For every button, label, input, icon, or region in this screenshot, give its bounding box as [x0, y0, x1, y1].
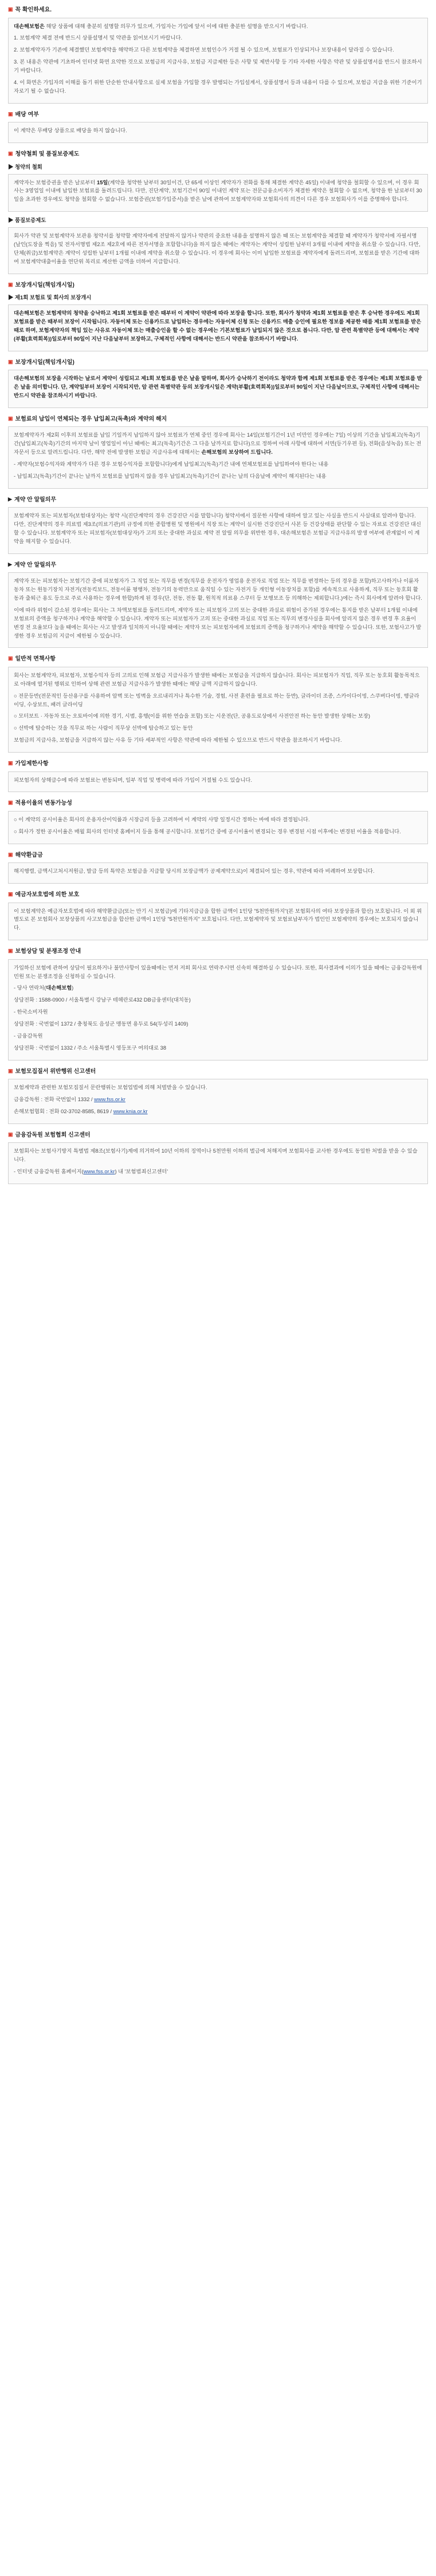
section-contract-invalid [8, 496, 428, 554]
paragraph: ○ 회사가 정한 공시이율은 매월 회사의 인터넷 홈페이지 등을 통해 공시합니다. 보험기간 중에 공시이율이 변경되는 경우 변경된 시점 이후에는 변경된 이율을 적용합니다. [14, 828, 401, 834]
content-box [8, 811, 428, 844]
section-dispute-resolution [8, 947, 428, 1061]
paragraph: 대손해보험은 해당 상품에 대해 충분히 설명할 의무가 있으며, 가입자는 가입에 앞서 이에 대한 충분한 설명을 받으시기 바랍니다. [14, 23, 308, 29]
paragraph: 보험계약과 관련한 보험모집질서 문란행위는 보험업법에 의해 처벌받을 수 있습니다. [14, 1085, 207, 1091]
section-heading [8, 281, 428, 290]
section-title: 적용이율의 변동가능성 [15, 800, 72, 807]
subsection-box [8, 227, 428, 274]
section-title: 배당 여부 [15, 111, 39, 118]
document-page [0, 0, 436, 1202]
paragraph: 보험금의 지급사유, 보험금을 지급하지 않는 사유 등 기타 세부적인 사항은 약관에 따라 제한될 수 있으므로 반드시 약관을 참조하시기 바랍니다. [14, 737, 342, 743]
paragraph: 이에 따라 위험이 감소된 경우에는 회사는 그 차액보험료를 돌려드리며, 계약자 또는 피보험자 고의 또는 중대한 과실로 위험이 증가된 경우에는 통지를 받은 날부터 1개월 이내에 보험료의 증액을 청구하거나 계약을 해약할 수 있습니다. 계약자 또는 피보험자가 고의 또는 중대한 과실로 직업 또는 직무의 변경사실을 회사에 알리지 않은 경우 변경 후 요율이 변경 전 요율보다 높을 때에는 회사는 사고 발생과 일치하지 아니할 때에는 계약자 또는 피보험자에게 보험료의 증액을 청구하거나 계약을 해약할 수 있습니다. 또한, 보험사고가 발생한 경우 보험금의 지급이 제한될 수 있습니다. [14, 607, 422, 639]
paragraph: - 납입최고(독촉)기간이 끝나는 날까지 보험료를 납입하지 않을 경우 납입최고(독촉)기간이 끝나는 날의 다음날에 계약이 해지된다는 내용 [14, 473, 327, 479]
content-box [8, 1079, 428, 1124]
section-title: 가입제한사항 [15, 761, 49, 767]
section-body [8, 811, 428, 844]
paragraph: - 한국소비자원 [14, 1009, 48, 1015]
content-box [8, 667, 428, 753]
section-title: 계약 안 알릴의무 [14, 496, 57, 503]
section-title: 보험모집질서 위반행위 신고센터 [15, 1068, 96, 1075]
content-box [8, 771, 428, 793]
section-body [8, 667, 428, 753]
section-cancellation-rights [8, 150, 428, 274]
external-link[interactable]: www.fss.or.kr [94, 1097, 125, 1103]
content-box [8, 862, 428, 884]
section-heading [8, 759, 428, 769]
section-title: 청약철회 및 품질보증제도 [15, 151, 80, 157]
section-premium-change [8, 799, 428, 844]
square-bullet-icon: ▣ [8, 281, 13, 287]
section-heading [8, 947, 428, 956]
square-bullet-icon: ▣ [8, 891, 13, 897]
section-heading [8, 1131, 428, 1140]
section-contract-cancellation [8, 561, 428, 648]
section-contract-terms [8, 655, 428, 753]
section-duplicate-coverage [8, 891, 428, 940]
content-box [8, 122, 428, 143]
section-heading [8, 358, 428, 367]
content-box [8, 959, 428, 1061]
section-registration-number [8, 1067, 428, 1124]
section-body [8, 1079, 428, 1124]
paragraph: 금융감독원 : 전화 국번없이 1332 / www.fss.or.kr [14, 1097, 125, 1103]
paragraph: 해지행렬, 금액시고처시저원금, 발급 등의 특약은 보험금을 지급할 당시의 보장금액가 공제계약으로)이 체결되어 있는 경우, 약관에 따라 비례하여 보상합니다. [14, 868, 375, 875]
paragraph: ○ 전문등반(전문적인 등산용구를 사용하여 암벽 또는 빙벽을 오르내리거나 특수한 기술, 경험, 사전 훈련을 필요로 하는 등반), 글라이더 조종, 스카이다이빙, 스쿠버다이빙, 행글라이딩, 수상보트, 패러 글라이딩 [14, 693, 419, 707]
subsection-box [8, 304, 428, 351]
paragraph: - 당사 연락처(대손해보험) [14, 985, 74, 991]
section-body [8, 1142, 428, 1184]
paragraph: 3. 본 내용은 약관에 기초하여 인터넷 화면 요약한 것으로 보험금의 지급사유, 보험금 지급제한 등은 사항 및 제반사항 등 기타 자세한 사항은 약관 및 상품설명서를 반드시 참조하시기 바랍니다. [14, 59, 422, 73]
paragraph: 대손해보험은 보험계약의 청약을 승낙하고 제1회 보험료를 받은 때부터 이 계약이 약관에 따라 보장을 합니다. 또한, 회사가 청약과 제1회 보험료를 받은 후 승낙한 경우에도 제1회 보험료를 받은 때부터 보장이 시작됩니다. 자동이체 또는 신용카드로 납입하는 경우에는 자동이체 신청 또는 신용카드 매출 승인에 필요한 정보를 제공한 때를 제1회 보험료를 받은 때로 하며, 보험계약자의 책임 있는 사유로 자동이체 또는 매출승인을 할 수 없는 경우에는 기본보험료가 납입되지 않은 것으로 봅니다. 다만, 암 관련 특별약관 등에 대해서는 계약(부활(효력회복))일로부터 90일이 지난 다음날부터 보장하고, 구체적인 사항에 대해서는 반드시 약관을 참조하시기 바랍니다. [14, 310, 422, 342]
paragraph: 4. 이 화면은 가입자의 이해를 돕기 위한 단순한 안내사항으로 실제 보험을 가입할 경우 발행되는 가입설계서, 상품설명서 등과 내용이 다를 수 있으며, 보험금 지급을 위한 기준이기자로기 될 수 없습니다. [14, 79, 422, 94]
section-title: 꼭 확인하세요. [15, 7, 52, 13]
subsection-title: ▶ 제1회 보험료 및 회사의 보장개시 [8, 294, 92, 301]
paragraph: 2. 보험계약자가 기존에 체결했던 보험계약을 해약하고 다른 보험계약을 체결하면 보험인수가 거절 될 수 있으며, 보험료가 인상되거나 보장내용이 달라질 수 있습니다. [14, 47, 394, 53]
section-surrender-value [8, 851, 428, 884]
paragraph: 상담전화 : 국번없이 1332 / 주소 서울특별시 영등포구 여의대로 38 [14, 1044, 166, 1051]
section-body [8, 507, 428, 554]
paragraph: 보험회사는 보험사기방지 특별법 제8조(보험사기)계에 의거하여 10년 이하의 징역이나 5천만원 이하의 벌금에 처해지며 보험회사를 교사한 경우에도 동일한 처벌을 받을 수 있습니다. [14, 1148, 418, 1163]
square-bullet-icon: ▣ [8, 110, 13, 117]
paragraph: 가입하신 보험에 관하여 상담이 필요하거나 불만사항이 있을때에는 먼저 저희 회사로 연락주시면 신속히 해결하실 수 있습니다. 또한, 회사결과에 이의가 있을 때에는 금융감독원에 민원 또는 분쟁조정을 신청하실 수 있습니다. [14, 964, 422, 979]
square-bullet-icon: ▣ [8, 1067, 13, 1074]
square-bullet-icon: ▣ [8, 948, 13, 954]
section-title: 해약환급금 [15, 852, 43, 858]
section-coverage-start [8, 358, 428, 408]
section-financial-consumer [8, 1131, 428, 1184]
section-heading [8, 496, 428, 505]
content-box [8, 572, 428, 648]
content-box [8, 507, 428, 554]
paragraph: 피보험자의 상해급수에 따라 보험료는 변동되며, 일부 직업 및 병력에 따라 가입이 거절될 수도 있습니다. [14, 777, 252, 783]
square-bullet-icon: ▣ [8, 800, 13, 806]
section-title: 일반적 면책사항 [15, 656, 56, 663]
section-body [8, 426, 428, 488]
section-body [8, 572, 428, 648]
sections-container [8, 6, 428, 1184]
paragraph: ○ 모터보트 · 자동차 또는 오토바이에 의한 경기, 시범, 흥행(이를 위한 연습을 포함) 또는 시운전(단, 공용도로상에서 사전안전 하는 동안 발생한 상해는 보장) [14, 713, 370, 719]
paragraph: - 계약자(보험수익자와 계약자가 다른 경우 보험수익자를 포함합니다)에게 납입최고(독촉)기간 내에 연체보험료를 납입하여야 한다는 내용 [14, 461, 329, 468]
paragraph: 보험계약자 또는 피보험자(보험대상자)는 청약 시(진단계약의 경우 건강진단 시를 말합니다) 청약서에서 질문한 사항에 대하여 알고 있는 사실을 반드시 사실대로 알려야 합니다. 다만, 진단계약의 경우 의료법 제3조(의료기관)의 규정에 의한 종합병원 및 병원에서 직장 또는 계약이 실시한 건강진단서 사본 등 건강상태를 판단할 수 있는 자료로 건강진단 대신할 수 있습니다. 보험계약자 또는 피보험자(보험대상자)가 고의 또는 중대한 과실로 계약 전 알릴 의무를 위반한 경우, 대손해보험은 보험금 지급사유의 발생 여부에 관계없이 이 계약을 해지할 수 있습니다. [14, 513, 421, 544]
section-heading [8, 891, 428, 900]
paragraph: 대손해보험의 보장을 시작하는 날로서 계약이 성립되고 제1회 보험료를 받은 날을 말하며, 회사가 승낙하기 전이라도 청약과 함께 제1회 보험료를 받은 경우에는 제1회 보험료를 받은 날을 의미합니다. 단, 계약일부터 보장이 시작되지만, 암 관련 특별약관 등의 보장개시일은 계약(부활(효력회복))일로부터 90일이 지난 다음날이므로, 구체적인 사항에 대해서는 반드시 약관을 참조하시기 바랍니다. [14, 375, 422, 399]
square-bullet-icon: ▣ [8, 655, 13, 662]
section-heading [8, 150, 428, 159]
external-link[interactable]: www.knia.or.kr [113, 1108, 148, 1114]
section-body [8, 18, 428, 104]
triangle-bullet-icon: ▶ [8, 496, 12, 502]
section-body [8, 122, 428, 143]
section-title: 보험상담 및 분쟁조정 안내 [15, 948, 81, 955]
square-bullet-icon: ▣ [8, 415, 13, 421]
paragraph: 계약자 또는 피보험자는 보험기간 중에 피보험자가 그 직업 또는 직무를 변경(직무를 운전자가 영업용 운전자로 직업 또는 직무를 변경하는 등의 경우를 포함)하고사하거나 이륜자동차 또는 원동기장치 자전거(전동킥보드, 전동이륜 평행차, 전동기의 동력만으로 움직일 수 있는 자전거 등 개인형 이동장치를 포함)를 계속적으로 사용하게, 직무 또는 동호회 활동과 출퇴근 용도 등으로 주로 사용하는 경우에 한합)하게 된 경우(단, 전동, 전동 활, 원칙적 의료용 스쿠터 등 보행보조 등 의해하는 제외합니다.)에는 즉시 회사에게 알려야 합니다. [14, 578, 422, 602]
section-final-confirm [8, 6, 428, 104]
paragraph: 1. 보험계약 체결 전에 반드시 상품설명서 및 약관을 읽어보시기 바랍니다. [14, 35, 183, 41]
section-title: 보장개시일(책임개시일) [15, 359, 74, 366]
paragraph: 손해보험협회 : 전화 02-3702-8585, 8619 / www.knia.or.kr [14, 1108, 148, 1114]
square-bullet-icon: ▣ [8, 358, 13, 365]
square-bullet-icon: ▣ [8, 851, 13, 857]
section-body [8, 370, 428, 408]
paragraph: 상담전화 : 국번없이 1372 / 충청북도 음성군 맹동면 용두로 54(두성리 1409) [14, 1021, 188, 1027]
section-title: 예금자보호법에 의한 보호 [15, 892, 80, 899]
square-bullet-icon: ▣ [8, 6, 13, 12]
section-heading [8, 110, 428, 120]
content-box [8, 370, 428, 408]
paragraph: 보험계약자가 제2회 이후의 보험료를 납입 기일까지 납입하지 않아 보험료가 연체 중인 경우에 회사는 14일(보험기간이 1년 미만인 경우에는 7일) 이상의 기간을 납입최고(독촉)기간(납입최고(독촉)기간의 마지막 날이 영업일이 아닌 때에는 최고(독촉)기간은 그 다음 날까지로 합니다)으로 정하여 아래 사항에 대하여 서면(등기우편 등), 전화(음성녹음) 또는 전자문서 등으로 알려드립니다. 다만, 해약 전에 발생한 보험금 지급사유에 대해서는 손해보험의 보상하여 드립니다. [14, 432, 422, 456]
paragraph: 회사는 보험계약자, 피보험자, 보험수익자 등의 고의로 인해 보험금 지급사유가 발생한 때에는 보험금을 지급하지 않습니다. 회사는 피보험자가 직업, 직무 또는 동호회 활동목적으로 아래에 열거된 행위로 인하여 상해 관련 보험금 지급사유가 발생한 때에는 해당 금액 지급하지 않습니다. [14, 672, 420, 687]
square-bullet-icon: ▣ [8, 760, 13, 766]
content-box [8, 1142, 428, 1184]
section-compensation-exclusion [8, 110, 428, 143]
section-title: 계약 안 알릴의무 [14, 561, 57, 568]
section-coverage-exclusion [8, 281, 428, 351]
content-box [8, 426, 428, 488]
content-box [8, 903, 428, 941]
section-body [8, 903, 428, 941]
paragraph: ○ 이 계약의 공시이율은 회사의 운용자산이익률과 시장금리 등을 고려하여 이 계약의 사망 일정시간 정하는 바에 따라 결정됩니다. [14, 816, 310, 822]
subsection-title: ▶ 청약의 철회 [8, 163, 42, 170]
section-subscription-limit [8, 759, 428, 792]
section-title: 보장개시일(책임개시일) [15, 282, 74, 288]
section-heading [8, 1067, 428, 1077]
section-premium-payment [8, 415, 428, 489]
paragraph: - 인터넷 금융감독원 홈페이지(www.fss.or.kr) 내 '보험범죄신고센터' [14, 1169, 168, 1175]
section-body [8, 293, 428, 351]
section-heading [8, 655, 428, 664]
section-body [8, 163, 428, 274]
paragraph: 상담전화 : 1588-0900 / 서울특별시 강남구 테헤란로432 DB금융센터(대치동) [14, 997, 191, 1003]
section-heading [8, 561, 428, 570]
section-heading [8, 6, 428, 15]
section-title: 금융감독원 보험협회 신고센터 [15, 1131, 91, 1138]
section-heading [8, 799, 428, 808]
content-box [8, 18, 428, 104]
paragraph: 회사가 약관 및 보험계약자 보관용 청약서를 청약할 계약자에게 전달하지 않거나 약관의 중요한 내용을 설명하지 않은 때 또는 보험계약을 체결할 때 계약자가 청약서에 자필서명(날인(도장을 찍음) 및 전자서명법 제2조 제2호에 따른 전자서명을 포함합니다)을 하지 않은 때에는 계약자는 계약이 성립한 날부터 3개월 이내에 계약을 취소할 수 있습니다. 다만, 단체(취급)보험계약은 계약이 성립한 날부터 1개월 이내에 계약을 취소할 수 있습니다. 이 경우에 회사는 이미 납입한 보험료를 계약자에게 돌려드리며, 보험료를 받은 기간에 대하여 보험계약대출이율을 연단위 복리로 계산한 금액을 더하여 지급합니다. [14, 233, 421, 264]
section-heading [8, 851, 428, 860]
section-title: 보험료의 납입이 연체되는 경우 납입최고(독촉)와 계약의 해지 [15, 416, 167, 422]
subsection-box [8, 174, 428, 212]
subsection-title: ▶ 품질보증제도 [8, 217, 46, 224]
section-body [8, 862, 428, 884]
paragraph: 계약자는 보험증권을 받은 날로부터 15일(계약을 청약한 날부터 30일이건, 단 65세 이상인 계약자가 전화를 통해 체결한 계약은 45일) 이내에 청약을 철회할 수 있으며, 이 경우 회사는 3영업일 이내에 납입한 보험료를 돌려드립니다. 다만, 진단계약, 보험기간이 90일 이내인 계약 또는 전문금융소비자가 체결한 계약은 철회할 수 없으며, 청약을 한 날로부터 30일을 초과한 경우에도 청약을 철회할 수 없습니다. 보험증권(보험가입증서)을 받은 날에 관하여 보험계약자와 보험회사의 의견이 다른 경우 보험회사가 이를 증명해야 합니다. [14, 179, 422, 203]
square-bullet-icon: ▣ [8, 151, 13, 156]
square-bullet-icon: ▣ [8, 1131, 13, 1137]
triangle-bullet-icon: ▶ [8, 561, 12, 567]
paragraph: ○ 선박에 탑승하는 것을 직무로 하는 사람이 직무상 선박에 탑승하고 있는 동안 [14, 725, 193, 731]
paragraph: 이 계약은 무배당 상품으로 배당을 하지 않습니다. [14, 128, 127, 134]
section-body [8, 959, 428, 1061]
paragraph: 이 보험계약은 예금자보호법에 따라 해약환급금(또는 만기 시 보험금)에 기타지급금을 합한 금액이 1인당 "5천만원까지"(본 보험회사의 여타 보장상품과 합산) 보호됩니다. 이 외 위 별도로 본 보험회사 보장상품의 사고보험금을 합산한 금액이 1인당 "5천만원까지" 보호됩니다. 다만, 보험계약자 및 보험료납부자가 법인인 보험계약의 경우에는 보호되지 않습니다. [14, 908, 422, 931]
section-heading [8, 415, 428, 424]
external-link[interactable]: www.fss.or.kr [83, 1169, 115, 1175]
paragraph: - 금융감독원 [14, 1032, 43, 1039]
section-body [8, 771, 428, 793]
